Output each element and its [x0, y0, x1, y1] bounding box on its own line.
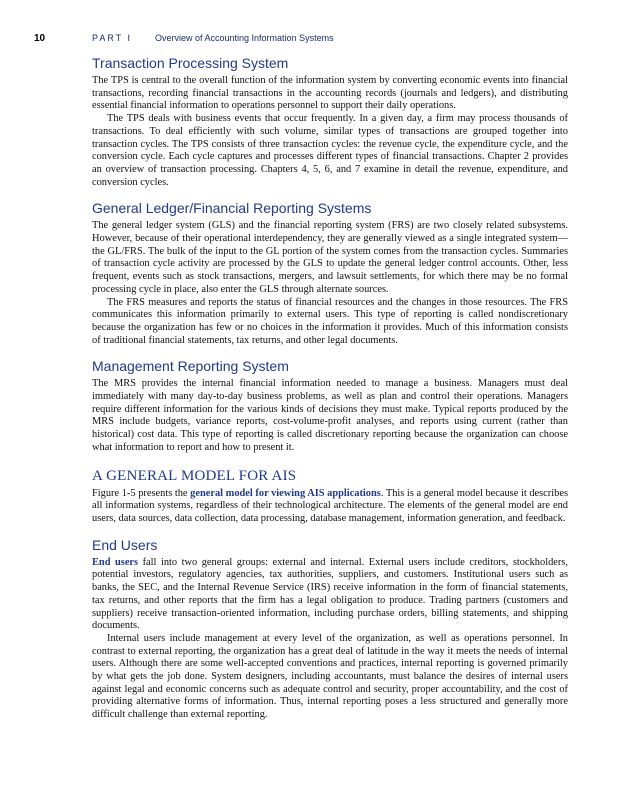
- page-body: [92, 55, 568, 733]
- page-number: 10: [34, 33, 46, 44]
- text-run: fall into two general groups: external and internal. External users include creditors, stockholders, potential investors, regulatory agencies, tax authorities, suppliers, and customers. Institutional users such as banks, the SEC, and the Internal Revenue Service (IRS) receive information in the form of financial statements, tax returns, and other reports that the firm has a legal obligation to produce. Trading partners (customers and suppliers) receive transaction-oriented information, including purchase orders, billing statements, and shipping documents.: [92, 556, 568, 632]
- section-mrs: [92, 358, 568, 454]
- paragraph: The TPS deals with business events that occur frequently. In a given day, a firm may process thousands of transactions. To deal efficiently with such volume, similar types of transactions are grouped together into transaction cycles. The TPS consists of three transaction cycles: the revenue cycle, the expenditure cycle, and the conversion cycle. Each cycle captures and processes different types of financial transactions. Chapter 2 provides an overview of transaction processing. Chapters 4, 5, 6, and 7 examine in detail the revenue, expenditure, and conversion cycles.: [92, 113, 568, 188]
- chapter-heading: A GENERAL MODEL FOR AIS: [92, 467, 297, 484]
- section-gl-frs: [92, 200, 568, 347]
- text-run: . This is a general model because it describes all information systems, regardless of their technological architecture. The elements of the general model are end users, data sources, data collection, data processing, database management, information generation, and feedback.: [92, 487, 568, 524]
- paragraph: [92, 488, 568, 526]
- part-label: PART I: [92, 33, 133, 43]
- section-tps: [92, 55, 568, 189]
- paragraph: The general ledger system (GLS) and the financial reporting system (FRS) are two closely related subsystems. However, because of their operational interdependency, they are generally viewed as a single integrated system—the GL/FRS. The bulk of the input to the GL portion of the system comes from the transaction cycles. Summaries of transaction cycle activity are processed by the GLS to update the general ledger control accounts. Other, less frequent, events such as stock transactions, mergers, and lawsuit settlements, for which there may be no formal processing cycle in place, also enter the GLS through alternate sources.: [92, 220, 568, 295]
- section-end-users: [92, 537, 568, 722]
- paragraph: The FRS measures and reports the status of financial resources and the changes in those resources. The FRS communicates this information primarily to external users. This type of reporting is called nondiscretionary because the organization has few or no choices in the information it provides. Much of this information consists of traditional financial statements, tax returns, and other legal documents.: [92, 296, 568, 346]
- key-term: general model for viewing AIS applications: [190, 487, 381, 499]
- section-heading: General Ledger/Financial Reporting Systems: [92, 200, 372, 217]
- paragraph: The TPS is central to the overall function of the information system by converting economic events into financial transactions, recording financial transactions in the accounting records (journals and ledgers), and distributing essential financial information to operations personnel to support their daily operations.: [92, 75, 568, 112]
- paragraph: Internal users include management at every level of the organization, as well as operations personnel. In contrast to external reporting, the organization has a great deal of latitude in the way it meets the needs of internal users. Although there are some well-accepted conventions and practices, internal reporting is governed primarily by what gets the job done. System designers, including accountants, must balance the desires of internal users against legal and economic concerns such as adequate control and security, proper accountability, and the cost of providing alternative forms of information. Thus, internal reporting poses a less structured and generally more difficult challenge than external reporting.: [92, 632, 568, 721]
- section-heading: End Users: [92, 536, 158, 553]
- section-general-model: [92, 467, 568, 526]
- section-heading: Transaction Processing System: [92, 55, 289, 71]
- part-title: Overview of Accounting Information Systems: [155, 33, 334, 43]
- section-heading: Management Reporting System: [92, 358, 289, 375]
- key-term: End users: [92, 556, 139, 568]
- paragraph: [92, 557, 568, 633]
- paragraph: The MRS provides the internal financial information needed to manage a business. Managers must deal immediately with many day-to-day business problems, as well as plan and control their operations. Managers require different information for the various kinds of decisions they must make. Typical reports produced by the MRS include budgets, variance reports, cost-volume-profit analyses, and reports using current (rather than historical) cost data. This type of reporting is called discretionary reporting because the organization can choose what information to report and how to present it.: [92, 378, 568, 453]
- running-head: [34, 33, 574, 47]
- text-run: Figure 1-5 presents the: [92, 487, 191, 499]
